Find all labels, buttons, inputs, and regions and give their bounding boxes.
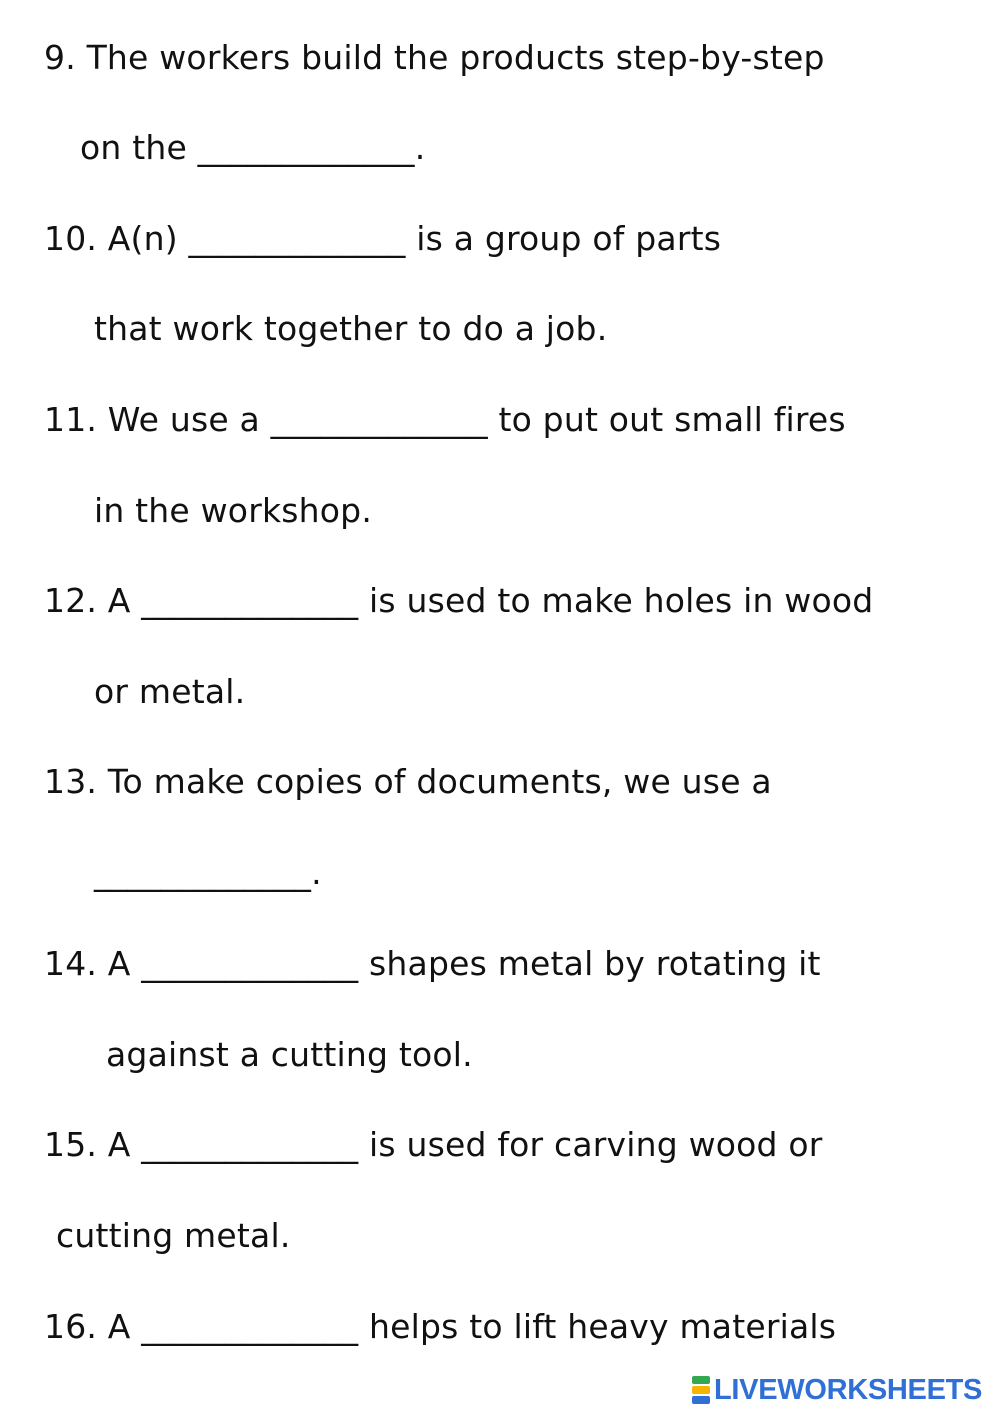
liveworksheets-watermark <box>692 1372 982 1408</box>
question-16-line-1: 16. A _____________ helps to lift heavy materials <box>44 1307 837 1346</box>
question-11-line-1: 11. We use a _____________ to put out small fires <box>44 400 846 439</box>
watermark-text: LIVEWORKSHEETS <box>714 1373 983 1406</box>
question-12-line-1: 12. A _____________ is used to make holes in wood <box>44 581 874 620</box>
question-11-line-2: in the workshop. <box>94 491 373 530</box>
question-14-line-1: 14. A _____________ shapes metal by rotating it <box>44 944 821 983</box>
question-10-line-2: that work together to do a job. <box>94 309 608 348</box>
question-15-line-1: 15. A _____________ is used for carving wood or <box>44 1125 823 1164</box>
question-13-line-2: _____________. <box>94 853 322 892</box>
question-15-line-2: cutting metal. <box>56 1216 291 1255</box>
question-13-line-1: 13. To make copies of documents, we use a <box>44 762 772 801</box>
question-9-line-1: 9. The workers build the products step-by-step <box>44 38 825 77</box>
question-14-line-2: against a cutting tool. <box>106 1035 473 1074</box>
question-10-line-1: 10. A(n) _____________ is a group of parts <box>44 219 722 258</box>
liveworksheets-logo-icon <box>692 1376 710 1404</box>
question-9-line-2: on the _____________. <box>80 128 426 167</box>
question-12-line-2: or metal. <box>94 672 246 711</box>
